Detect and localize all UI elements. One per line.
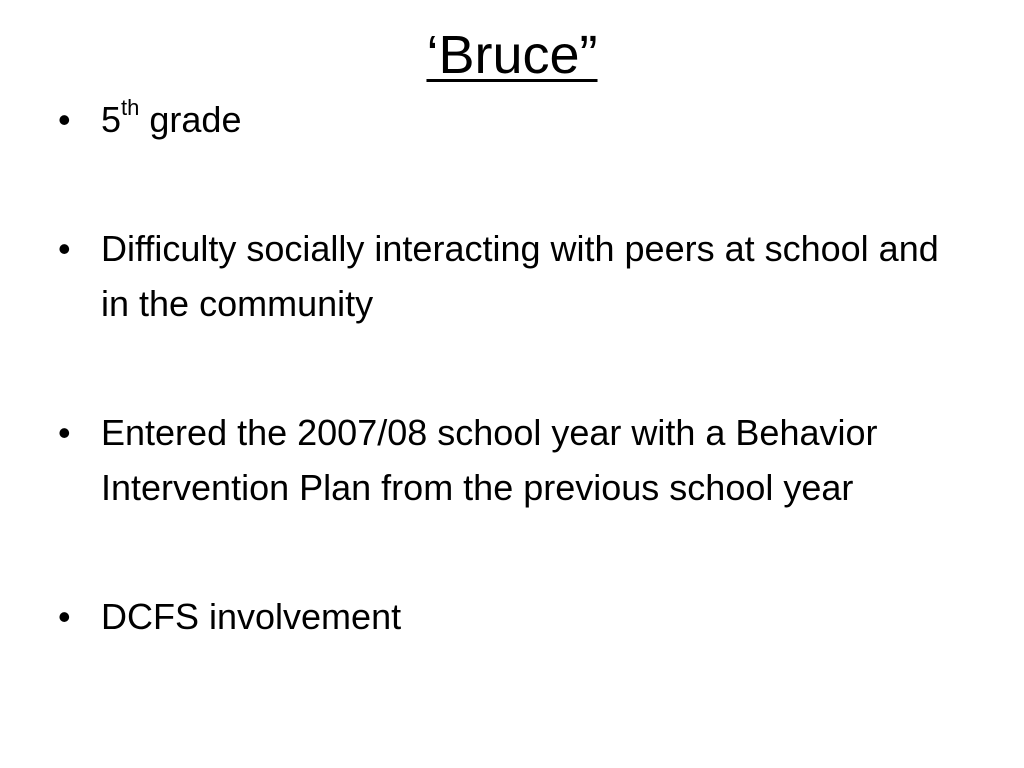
bullet-list (58, 92, 958, 644)
bullet-glyph: • (58, 99, 71, 140)
bullet-glyph: • (58, 228, 71, 269)
bullet-glyph: • (58, 412, 71, 453)
bullet-item-dcfs (58, 589, 958, 644)
bullet-text: Entered the 2007/08 school year with a Behavior Intervention Plan from the previous school year (101, 412, 878, 508)
bullet-glyph: • (58, 596, 71, 637)
grade-number: 5 (101, 99, 122, 140)
bullet-text (101, 95, 242, 140)
bullet-item-grade (58, 92, 958, 147)
bullet-text: Difficulty socially interacting with peers at school and in the community (101, 228, 939, 324)
bullet-item-behavior-plan (58, 405, 958, 515)
slide-title: ‘Bruce” (426, 25, 598, 85)
grade-word: grade (139, 99, 242, 140)
grade-ordinal-suffix: th (121, 95, 140, 120)
bullet-text: DCFS involvement (101, 596, 402, 637)
bullet-item-social (58, 221, 958, 331)
